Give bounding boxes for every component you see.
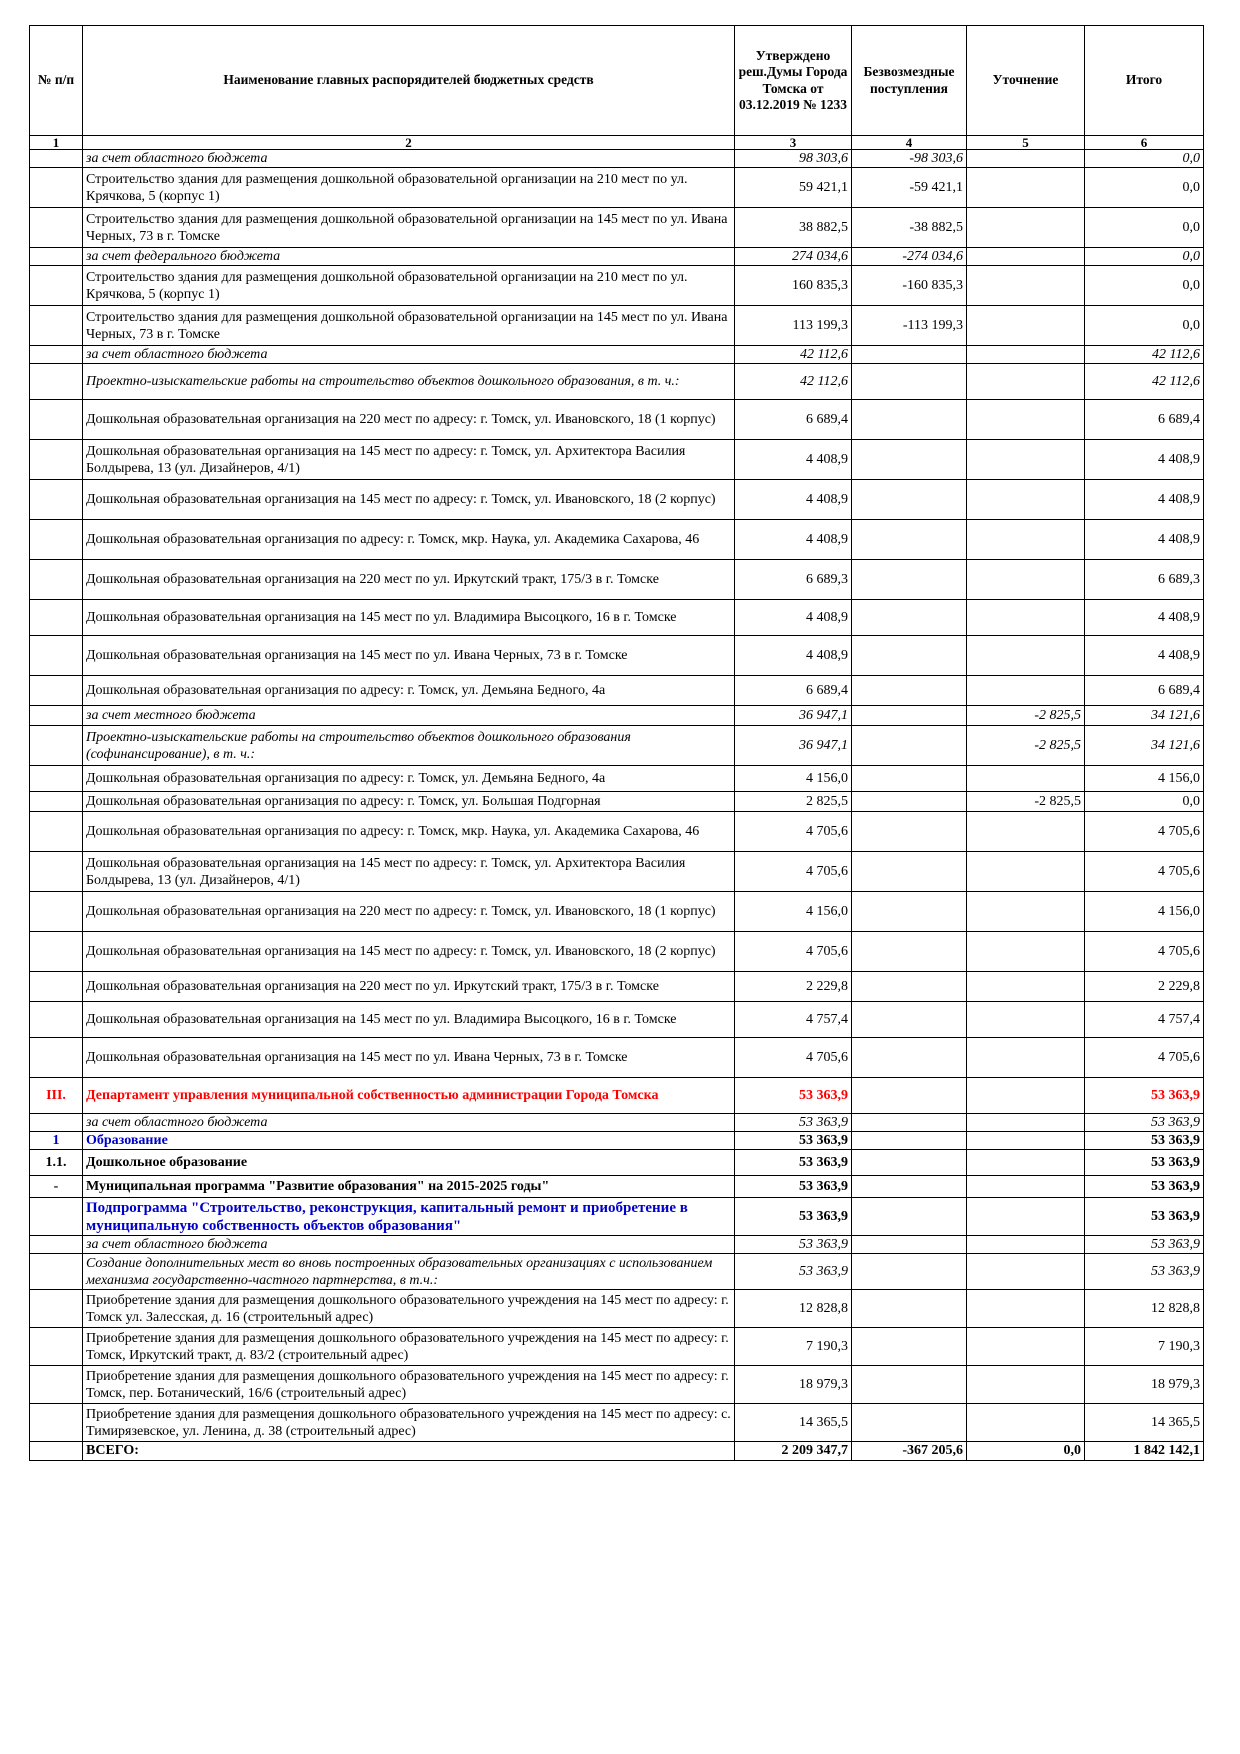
row-name: Дошкольная образовательная организация на 145 мест по адресу: г. Томск, ул. Ивановского, 18 (2 корпус)	[83, 480, 735, 520]
table-row	[30, 266, 1204, 306]
total-value: 2 229,8	[1085, 972, 1204, 1002]
row-number	[30, 346, 83, 364]
table-row	[30, 706, 1204, 726]
total-value: 34 121,6	[1085, 726, 1204, 766]
approved-value: 4 156,0	[735, 766, 852, 792]
row-number	[30, 812, 83, 852]
row-name: Приобретение здания для размещения дошкольного образовательного учреждения на 145 мест по адресу: с. Тимирязевское, ул. Ленина, д. 38 (строительный адрес)	[83, 1404, 735, 1442]
clarification-value	[967, 1150, 1085, 1176]
header-total: Итого	[1085, 26, 1204, 136]
row-number	[30, 248, 83, 266]
colnum: 3	[735, 136, 852, 150]
table-row	[30, 480, 1204, 520]
total-value: 53 363,9	[1085, 1078, 1204, 1114]
row-name: Дошкольная образовательная организация на 145 мест по адресу: г. Томск, ул. Архитектора Василия Болдырева, 13 (ул. Дизайнеров, 4/1)	[83, 852, 735, 892]
clarification-value	[967, 1290, 1085, 1328]
approved-value: 160 835,3	[735, 266, 852, 306]
clarification-value: -2 825,5	[967, 706, 1085, 726]
row-number	[30, 932, 83, 972]
row-name: Дошкольная образовательная организация на 145 мест по адресу: г. Томск, ул. Ивановского, 18 (2 корпус)	[83, 932, 735, 972]
row-number	[30, 1366, 83, 1404]
total-value: 4 705,6	[1085, 812, 1204, 852]
total-value: 53 363,9	[1085, 1150, 1204, 1176]
row-name: ВСЕГО:	[83, 1442, 735, 1460]
approved-value: 4 408,9	[735, 440, 852, 480]
clarification-value	[967, 440, 1085, 480]
clarification-value	[967, 560, 1085, 600]
table-row	[30, 1078, 1204, 1114]
clarification-value	[967, 1002, 1085, 1038]
free-receipts-value	[852, 972, 967, 1002]
total-value: 4 408,9	[1085, 520, 1204, 560]
total-value: 4 408,9	[1085, 636, 1204, 676]
row-number	[30, 706, 83, 726]
approved-value: 36 947,1	[735, 706, 852, 726]
row-number	[30, 972, 83, 1002]
row-name: Дошкольная образовательная организация по адресу: г. Томск, ул. Демьяна Бедного, 4а	[83, 676, 735, 706]
row-name: Дошкольная образовательная организация на 145 мест по ул. Владимира Высоцкого, 16 в г. Томске	[83, 1002, 735, 1038]
free-receipts-value	[852, 1236, 967, 1254]
column-numbers-row	[30, 136, 1204, 150]
total-value: 0,0	[1085, 792, 1204, 812]
row-number	[30, 1254, 83, 1290]
approved-value: 4 757,4	[735, 1002, 852, 1038]
free-receipts-value	[852, 1198, 967, 1236]
approved-value: 4 408,9	[735, 600, 852, 636]
table-row	[30, 560, 1204, 600]
clarification-value	[967, 1254, 1085, 1290]
approved-value: 53 363,9	[735, 1254, 852, 1290]
approved-value: 42 112,6	[735, 346, 852, 364]
row-name: Подпрограмма "Строительство, реконструкция, капитальный ремонт и приобретение в муниципальную собственность объектов образования"	[83, 1198, 735, 1236]
row-number	[30, 1114, 83, 1132]
free-receipts-value	[852, 1176, 967, 1198]
total-value: 53 363,9	[1085, 1132, 1204, 1150]
approved-value: 53 363,9	[735, 1198, 852, 1236]
row-number	[30, 1328, 83, 1366]
clarification-value	[967, 480, 1085, 520]
clarification-value	[967, 266, 1085, 306]
free-receipts-value	[852, 706, 967, 726]
approved-value: 38 882,5	[735, 208, 852, 248]
table-row	[30, 600, 1204, 636]
free-receipts-value	[852, 892, 967, 932]
row-name: Муниципальная программа "Развитие образования" на 2015-2025 годы"	[83, 1176, 735, 1198]
free-receipts-value	[852, 1254, 967, 1290]
free-receipts-value	[852, 852, 967, 892]
approved-value: 6 689,4	[735, 400, 852, 440]
free-receipts-value	[852, 1290, 967, 1328]
free-receipts-value	[852, 676, 967, 706]
clarification-value: -2 825,5	[967, 792, 1085, 812]
colnum: 2	[83, 136, 735, 150]
table-row	[30, 1132, 1204, 1150]
approved-value: 274 034,6	[735, 248, 852, 266]
budget-table	[29, 25, 1204, 1461]
row-number	[30, 560, 83, 600]
clarification-value	[967, 676, 1085, 706]
row-number	[30, 792, 83, 812]
free-receipts-value	[852, 1404, 967, 1442]
row-number	[30, 600, 83, 636]
table-row	[30, 1366, 1204, 1404]
row-name: Департамент управления муниципальной собственностью администрации Города Томска	[83, 1078, 735, 1114]
approved-value: 53 363,9	[735, 1078, 852, 1114]
approved-value: 36 947,1	[735, 726, 852, 766]
table-row	[30, 1254, 1204, 1290]
approved-value: 4 705,6	[735, 852, 852, 892]
row-name: Дошкольная образовательная организация на 145 мест по ул. Владимира Высоцкого, 16 в г. Томске	[83, 600, 735, 636]
approved-value: 59 421,1	[735, 168, 852, 208]
free-receipts-value: -113 199,3	[852, 306, 967, 346]
total-value: 1 842 142,1	[1085, 1442, 1204, 1460]
total-value: 0,0	[1085, 306, 1204, 346]
free-receipts-value	[852, 636, 967, 676]
row-number	[30, 1404, 83, 1442]
row-name: Дошкольная образовательная организация по адресу: г. Томск, мкр. Наука, ул. Академика Сахарова, 46	[83, 520, 735, 560]
row-number	[30, 1290, 83, 1328]
table-row	[30, 1150, 1204, 1176]
clarification-value: -2 825,5	[967, 726, 1085, 766]
clarification-value	[967, 1236, 1085, 1254]
colnum: 1	[30, 136, 83, 150]
clarification-value	[967, 1132, 1085, 1150]
row-name: Приобретение здания для размещения дошкольного образовательного учреждения на 145 мест по адресу: г. Томск, пер. Ботанический, 16/6 (строительный адрес)	[83, 1366, 735, 1404]
table-row	[30, 306, 1204, 346]
row-number	[30, 852, 83, 892]
row-name: за счет областного бюджета	[83, 150, 735, 168]
free-receipts-value	[852, 1002, 967, 1038]
clarification-value	[967, 1404, 1085, 1442]
approved-value: 4 705,6	[735, 932, 852, 972]
table-row	[30, 1236, 1204, 1254]
total-value: 4 408,9	[1085, 440, 1204, 480]
row-name: Приобретение здания для размещения дошкольного образовательного учреждения на 145 мест по адресу: г. Томск ул. Залесская, д. 16 (строительный адрес)	[83, 1290, 735, 1328]
row-name: Дошкольная образовательная организация на 145 мест по ул. Ивана Черных, 73 в г. Томске	[83, 1038, 735, 1078]
row-name: за счет областного бюджета	[83, 1114, 735, 1132]
row-name: Строительство здания для размещения дошкольной образовательной организации на 145 мест по ул. Ивана Черных, 73 в г. Томске	[83, 208, 735, 248]
clarification-value	[967, 812, 1085, 852]
row-name: Дошкольная образовательная организация на 220 мест по адресу: г. Томск, ул. Ивановского, 18 (1 корпус)	[83, 892, 735, 932]
row-name: Образование	[83, 1132, 735, 1150]
row-name: Дошкольная образовательная организация по адресу: г. Томск, ул. Большая Подгорная	[83, 792, 735, 812]
total-value: 53 363,9	[1085, 1114, 1204, 1132]
free-receipts-value	[852, 812, 967, 852]
row-name: Строительство здания для размещения дошкольной образовательной организации на 210 мест по ул. Крячкова, 5 (корпус 1)	[83, 168, 735, 208]
row-number: III.	[30, 1078, 83, 1114]
approved-value: 6 689,3	[735, 560, 852, 600]
total-value: 0,0	[1085, 266, 1204, 306]
approved-value: 53 363,9	[735, 1114, 852, 1132]
table-row	[30, 1290, 1204, 1328]
total-value: 4 705,6	[1085, 852, 1204, 892]
approved-value: 4 705,6	[735, 1038, 852, 1078]
clarification-value	[967, 1114, 1085, 1132]
table-row	[30, 1002, 1204, 1038]
header-row	[30, 26, 1204, 136]
clarification-value	[967, 520, 1085, 560]
clarification-value	[967, 306, 1085, 346]
total-value: 18 979,3	[1085, 1366, 1204, 1404]
header-approved: Утверждено реш.Думы Города Томска от 03.12.2019 № 1233	[735, 26, 852, 136]
table-row	[30, 1328, 1204, 1366]
approved-value: 4 705,6	[735, 812, 852, 852]
free-receipts-value: -98 303,6	[852, 150, 967, 168]
row-name: Дошкольная образовательная организация на 220 мест по ул. Иркутский тракт, 175/3 в г. Томске	[83, 972, 735, 1002]
row-number	[30, 676, 83, 706]
header-no: № п/п	[30, 26, 83, 136]
row-number	[30, 1236, 83, 1254]
row-name: за счет федерального бюджета	[83, 248, 735, 266]
approved-value: 6 689,4	[735, 676, 852, 706]
table-row	[30, 208, 1204, 248]
free-receipts-value	[852, 520, 967, 560]
row-name: Строительство здания для размещения дошкольной образовательной организации на 145 мест по ул. Ивана Черных, 73 в г. Томске	[83, 306, 735, 346]
total-value: 53 363,9	[1085, 1236, 1204, 1254]
total-value: 0,0	[1085, 150, 1204, 168]
free-receipts-value	[852, 766, 967, 792]
table-row	[30, 400, 1204, 440]
table-row	[30, 248, 1204, 266]
row-number	[30, 726, 83, 766]
table-row	[30, 364, 1204, 400]
row-number	[30, 892, 83, 932]
row-number: 1.1.	[30, 1150, 83, 1176]
free-receipts-value	[852, 932, 967, 972]
free-receipts-value: -160 835,3	[852, 266, 967, 306]
table-row	[30, 726, 1204, 766]
table-row	[30, 1442, 1204, 1460]
approved-value: 2 825,5	[735, 792, 852, 812]
free-receipts-value	[852, 560, 967, 600]
free-receipts-value	[852, 1150, 967, 1176]
row-number: -	[30, 1176, 83, 1198]
clarification-value	[967, 248, 1085, 266]
clarification-value	[967, 600, 1085, 636]
free-receipts-value	[852, 600, 967, 636]
total-value: 53 363,9	[1085, 1198, 1204, 1236]
row-number	[30, 150, 83, 168]
total-value: 34 121,6	[1085, 706, 1204, 726]
clarification-value	[967, 1366, 1085, 1404]
approved-value: 4 408,9	[735, 520, 852, 560]
free-receipts-value	[852, 1366, 967, 1404]
total-value: 4 705,6	[1085, 1038, 1204, 1078]
row-number	[30, 1038, 83, 1078]
total-value: 0,0	[1085, 248, 1204, 266]
approved-value: 2 209 347,7	[735, 1442, 852, 1460]
approved-value: 113 199,3	[735, 306, 852, 346]
total-value: 6 689,4	[1085, 400, 1204, 440]
row-name: Дошкольная образовательная организация на 220 мест по ул. Иркутский тракт, 175/3 в г. Томске	[83, 560, 735, 600]
header-clarification: Уточнение	[967, 26, 1085, 136]
row-name: Дошкольная образовательная организация по адресу: г. Томск, мкр. Наука, ул. Академика Сахарова, 46	[83, 812, 735, 852]
row-number	[30, 400, 83, 440]
table-row	[30, 766, 1204, 792]
approved-value: 53 363,9	[735, 1150, 852, 1176]
approved-value: 4 408,9	[735, 636, 852, 676]
total-value: 42 112,6	[1085, 364, 1204, 400]
table-row	[30, 1114, 1204, 1132]
free-receipts-value	[852, 480, 967, 520]
total-value: 0,0	[1085, 208, 1204, 248]
clarification-value	[967, 364, 1085, 400]
total-value: 4 156,0	[1085, 766, 1204, 792]
clarification-value	[967, 636, 1085, 676]
table-row	[30, 852, 1204, 892]
free-receipts-value: -367 205,6	[852, 1442, 967, 1460]
row-name: Создание дополнительных мест во вновь построенных образовательных организациях с использованием механизма государственно-частного партнерства, в т.ч.:	[83, 1254, 735, 1290]
table-row	[30, 972, 1204, 1002]
total-value: 0,0	[1085, 168, 1204, 208]
approved-value: 7 190,3	[735, 1328, 852, 1366]
table-row	[30, 150, 1204, 168]
free-receipts-value	[852, 1328, 967, 1366]
total-value: 6 689,3	[1085, 560, 1204, 600]
total-value: 42 112,6	[1085, 346, 1204, 364]
row-name: Проектно-изыскательские работы на строительство объектов дошкольного образования, в т. ч.:	[83, 364, 735, 400]
table-row	[30, 892, 1204, 932]
free-receipts-value	[852, 792, 967, 812]
free-receipts-value: -59 421,1	[852, 168, 967, 208]
total-value: 7 190,3	[1085, 1328, 1204, 1366]
row-number	[30, 440, 83, 480]
free-receipts-value	[852, 1132, 967, 1150]
clarification-value	[967, 346, 1085, 364]
clarification-value	[967, 852, 1085, 892]
clarification-value	[967, 972, 1085, 1002]
total-value: 4 408,9	[1085, 480, 1204, 520]
clarification-value	[967, 1078, 1085, 1114]
approved-value: 18 979,3	[735, 1366, 852, 1404]
row-number	[30, 766, 83, 792]
clarification-value	[967, 208, 1085, 248]
table-row	[30, 1176, 1204, 1198]
row-number	[30, 1002, 83, 1038]
row-number	[30, 266, 83, 306]
total-value: 4 705,6	[1085, 932, 1204, 972]
approved-value: 42 112,6	[735, 364, 852, 400]
total-value: 53 363,9	[1085, 1254, 1204, 1290]
total-value: 53 363,9	[1085, 1176, 1204, 1198]
table-row	[30, 676, 1204, 706]
table-row	[30, 792, 1204, 812]
approved-value: 2 229,8	[735, 972, 852, 1002]
free-receipts-value: -274 034,6	[852, 248, 967, 266]
table-row	[30, 440, 1204, 480]
table-row	[30, 1404, 1204, 1442]
free-receipts-value	[852, 1038, 967, 1078]
row-number	[30, 306, 83, 346]
table-row	[30, 636, 1204, 676]
row-number	[30, 636, 83, 676]
total-value: 6 689,4	[1085, 676, 1204, 706]
clarification-value	[967, 766, 1085, 792]
approved-value: 53 363,9	[735, 1132, 852, 1150]
total-value: 4 408,9	[1085, 600, 1204, 636]
clarification-value	[967, 892, 1085, 932]
approved-value: 14 365,5	[735, 1404, 852, 1442]
table-row	[30, 346, 1204, 364]
header-free-receipts: Безвозмездные поступления	[852, 26, 967, 136]
total-value: 12 828,8	[1085, 1290, 1204, 1328]
table-row	[30, 168, 1204, 208]
row-name: за счет областного бюджета	[83, 1236, 735, 1254]
free-receipts-value	[852, 726, 967, 766]
row-name: за счет местного бюджета	[83, 706, 735, 726]
approved-value: 4 156,0	[735, 892, 852, 932]
free-receipts-value	[852, 400, 967, 440]
free-receipts-value	[852, 440, 967, 480]
free-receipts-value	[852, 1078, 967, 1114]
row-number	[30, 364, 83, 400]
total-value: 4 156,0	[1085, 892, 1204, 932]
colnum: 4	[852, 136, 967, 150]
row-name: Дошкольная образовательная организация по адресу: г. Томск, ул. Демьяна Бедного, 4а	[83, 766, 735, 792]
colnum: 5	[967, 136, 1085, 150]
row-name: Дошкольная образовательная организация на 145 мест по ул. Ивана Черных, 73 в г. Томске	[83, 636, 735, 676]
clarification-value	[967, 1198, 1085, 1236]
row-name: за счет областного бюджета	[83, 346, 735, 364]
row-number	[30, 1198, 83, 1236]
table-row	[30, 812, 1204, 852]
approved-value: 53 363,9	[735, 1176, 852, 1198]
row-number	[30, 1442, 83, 1460]
row-number	[30, 520, 83, 560]
table-row	[30, 1198, 1204, 1236]
clarification-value	[967, 400, 1085, 440]
approved-value: 98 303,6	[735, 150, 852, 168]
row-number	[30, 208, 83, 248]
clarification-value	[967, 932, 1085, 972]
clarification-value	[967, 150, 1085, 168]
free-receipts-value: -38 882,5	[852, 208, 967, 248]
clarification-value	[967, 1176, 1085, 1198]
approved-value: 53 363,9	[735, 1236, 852, 1254]
total-value: 4 757,4	[1085, 1002, 1204, 1038]
row-number	[30, 168, 83, 208]
row-name: Проектно-изыскательские работы на строительство объектов дошкольного образования (софинансирование), в т. ч.:	[83, 726, 735, 766]
free-receipts-value	[852, 1114, 967, 1132]
table-row	[30, 932, 1204, 972]
table-row	[30, 1038, 1204, 1078]
row-name: Строительство здания для размещения дошкольной образовательной организации на 210 мест по ул. Крячкова, 5 (корпус 1)	[83, 266, 735, 306]
approved-value: 12 828,8	[735, 1290, 852, 1328]
colnum: 6	[1085, 136, 1204, 150]
clarification-value: 0,0	[967, 1442, 1085, 1460]
row-name: Дошкольное образование	[83, 1150, 735, 1176]
row-name: Дошкольная образовательная организация на 145 мест по адресу: г. Томск, ул. Архитектора Василия Болдырева, 13 (ул. Дизайнеров, 4/1)	[83, 440, 735, 480]
total-value: 14 365,5	[1085, 1404, 1204, 1442]
approved-value: 4 408,9	[735, 480, 852, 520]
clarification-value	[967, 168, 1085, 208]
clarification-value	[967, 1038, 1085, 1078]
header-name: Наименование главных распорядителей бюджетных средств	[83, 26, 735, 136]
row-name: Приобретение здания для размещения дошкольного образовательного учреждения на 145 мест по адресу: г. Томск, Иркутский тракт, д. 83/2 (строительный адрес)	[83, 1328, 735, 1366]
free-receipts-value	[852, 346, 967, 364]
table-row	[30, 520, 1204, 560]
row-name: Дошкольная образовательная организация на 220 мест по адресу: г. Томск, ул. Ивановского, 18 (1 корпус)	[83, 400, 735, 440]
free-receipts-value	[852, 364, 967, 400]
table-body	[30, 150, 1204, 1461]
row-number: 1	[30, 1132, 83, 1150]
row-number	[30, 480, 83, 520]
clarification-value	[967, 1328, 1085, 1366]
